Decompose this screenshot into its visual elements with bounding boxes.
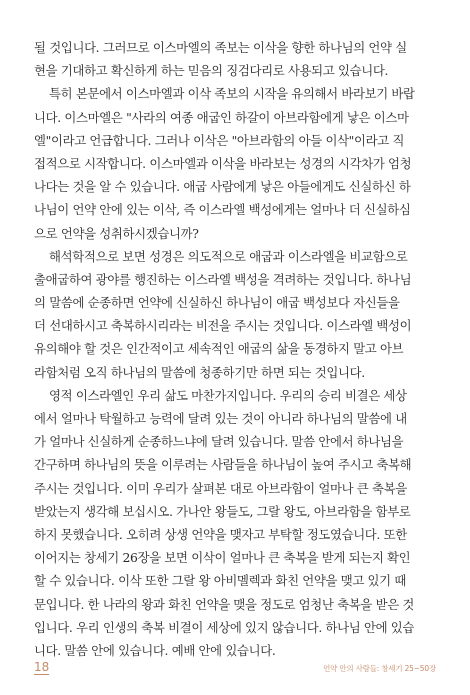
text-line: 라함처럼 오직 하나님의 말씀에 청종하기만 하면 되는 것입니다.	[34, 364, 365, 380]
text-line: 가 얼마나 신실하게 순종하느냐에 달려 있습니다. 말씀 안에서 하나님을	[34, 434, 404, 450]
text-line: 니다. 말씀 안에 있습니다. 예배 안에 있습니다.	[34, 642, 276, 658]
text-line: 될 것입니다. 그러므로 이스마엘의 족보는 이삭을 향한 하나님의 언약 실	[34, 40, 407, 55]
text-line: 더 선대하시고 축복하시리라는 비전을 주시는 것입니다. 이스라엘 백성이	[34, 318, 412, 334]
text-line: 에서 얼마나 탁월하고 능력에 달려 있는 것이 아니라 하나님의 말씀에 내	[34, 411, 407, 426]
paragraph-first-line: 특히 본문에서 이스마엘과 이삭 족보의 시작을 유의해서 바라보기 바랍	[49, 86, 415, 102]
text-line: 나다는 것을 알 수 있습니다. 애굽 사람에게 낳은 아들에게도 신실하신 하	[34, 179, 411, 195]
text-line: 입니다. 우리 인생의 축복 비결이 세상에 있지 않습니다. 하나님 안에 있습	[34, 619, 415, 635]
paragraph-first-line: 영적 이스라엘인 우리 삶도 마찬가지입니다. 우리의 승리 비결은 세상	[49, 387, 407, 403]
text-line: 이어지는 창세기 26장을 보면 이삭이 얼마나 큰 축복을 받게 되는지 확인	[34, 550, 411, 566]
text-line: 나님이 언약 안에 있는 이삭, 즉 이스라엘 백성에게는 얼마나 더 신실하심	[34, 202, 411, 218]
text-line: 할 수 있습니다. 이삭 또한 그랄 왕 아비멜렉과 화친 언약을 맺고 있기 때	[34, 573, 406, 589]
text-line: 엘"이라고 언급합니다. 그러나 이삭은 "아브라함의 아들 이삭"이라고 직	[34, 132, 405, 148]
text-line: 문입니다. 한 나라의 왕과 화친 언약을 맺을 정도로 엄청난 축복을 받은 것	[34, 596, 415, 612]
text-line: 현을 기대하고 확신하게 하는 믿음의 징검다리로 사용되고 있습니다.	[34, 63, 389, 79]
paragraph-first-line: 해석학적으로 보면 성경은 의도적으로 애굽과 이스라엘을 비교함으로	[49, 248, 408, 264]
text-line: 하지 못했습니다. 오히려 상생 언약을 맺자고 부탁할 정도였습니다. 또한	[34, 526, 407, 542]
body-text	[34, 36, 436, 662]
text-line: 출애굽하여 광야를 행진하는 이스라엘 백성을 격려하는 것입니다. 하나님	[34, 271, 412, 287]
text-line: 유의해야 할 것은 인간적이고 세속적인 애굽의 삶을 동경하지 말고 아브	[34, 341, 404, 357]
running-footer-title: 언약 안의 사람들: 창세기 25~50장	[323, 664, 436, 673]
text-line: 니다. 이스마엘은 "사라의 여종 애굽인 하갈이 아브라함에게 낳은 이스마	[34, 109, 409, 125]
text-line: 의 말씀에 순종하면 언약에 신실하신 하나님이 애굽 백성보다 자신들을	[34, 295, 400, 311]
text-line: 으로 언약을 성취하시겠습니까?	[34, 225, 199, 241]
text-line: 받았는지 생각해 보십시오. 가나안 왕들도, 그랄 왕도, 아브라함을 함부로	[34, 503, 411, 519]
page-number: 18	[34, 660, 50, 674]
text-line: 간구하며 하나님의 뜻을 이루려는 사람들을 하나님이 높여 주시고 축복해	[34, 457, 412, 473]
text-line: 접적으로 시작합니다. 이스마엘과 이삭을 바라보는 성경의 시각차가 엄청	[34, 155, 412, 171]
text-line: 주시는 것입니다. 이미 우리가 살펴본 대로 아브라함이 얼마나 큰 축복을	[34, 480, 407, 496]
